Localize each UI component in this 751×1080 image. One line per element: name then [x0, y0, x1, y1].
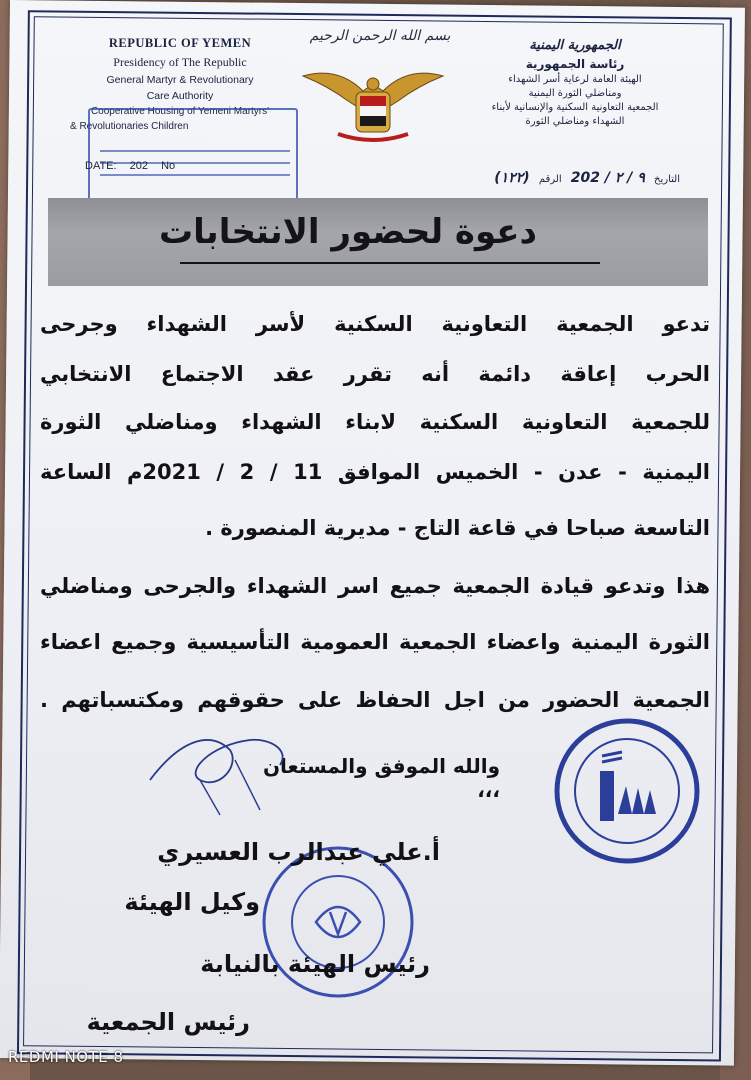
number-label: No: [161, 160, 176, 172]
signatory-role-2: رئيس الهيئة بالنيابة: [200, 950, 430, 978]
date-year: 202: [129, 160, 148, 172]
cooperative-arabic-line2: الشهداء ومناضلي الثورة: [525, 116, 625, 127]
arabic-date-value: ٩ / ٢ / 202: [570, 170, 645, 186]
header-arabic: [440, 38, 710, 127]
authority-line1: General Martyr & Revolutionary: [106, 74, 254, 86]
english-date-row: [85, 160, 185, 172]
cooperative-line2: & Revolutionaries Children: [70, 121, 189, 132]
presidency-arabic: رئاسة الجمهورية: [525, 57, 625, 71]
yemen-eagle-emblem-icon: [298, 56, 448, 146]
cooperative-line1: Cooperative Housing of Yemeni Martyrs': [90, 106, 270, 117]
authority-line2: Care Authority: [146, 90, 214, 102]
handwritten-signature: [140, 720, 300, 820]
signatory-name: أ.علي عبدالرب العسيري: [157, 838, 440, 866]
body-line-7: الثورة اليمنية واعضاء الجمعية العمومية التأسيسية وجميع اعضاء: [40, 630, 710, 654]
signatory-role-1: وكيل الهيئة: [124, 888, 260, 916]
camera-watermark: REDMI NOTE 8: [8, 1048, 124, 1066]
republic-arabic: الجمهورية اليمنية: [529, 38, 621, 53]
signatory-role-3: رئيس الجمعية: [86, 1008, 250, 1036]
country-name: REPUBLIC OF YEMEN: [108, 36, 252, 50]
body-line-1: تدعو الجمعية التعاونية السكنية لأسر الشهداء وجرحى: [40, 312, 710, 336]
arabic-number-value: (١٢٢): [494, 170, 530, 186]
body-line-4: اليمنية - عدن - الخميس الموافق 11 / 2 / 2021م الساعة: [40, 460, 711, 484]
body-line-2: الحرب إعاقة دائمة أنه تقرر عقد الاجتماع الانتخابي: [40, 362, 710, 386]
body-line-5: التاسعة صباحا في قاعة التاج - مديرية المنصورة .: [205, 516, 710, 540]
title-underline: [180, 262, 600, 264]
authority-round-stamp: [258, 842, 418, 1002]
cooperative-arabic-line1: الجمعية التعاونية السكنية والإنسانية لأبناء: [491, 102, 659, 113]
body-line-3: للجمعية التعاونية السكنية لابناء الشهداء ومناضلي الثورة: [40, 410, 710, 434]
date-label: DATE:: [85, 160, 117, 172]
authority-arabic-line1: الهيئة العامة لرعاية أسر الشهداء: [508, 74, 642, 85]
arabic-date-label: التاريخ: [654, 174, 680, 185]
presidency-name: Presidency of The Republic: [113, 55, 247, 69]
body-line-8: الجمعية الحضور من اجل الحفاظ على حقوقهم ومكتسباتهم .: [40, 688, 710, 712]
closing-phrase: والله الموفق والمستعان ،،،: [262, 754, 500, 802]
bismillah: بسم الله الرحمن الرحيم: [309, 28, 451, 44]
body-line-6: هذا وتدعو قيادة الجمعية جميع اسر الشهداء والجرحى ومناضلي: [40, 574, 710, 598]
arabic-date-number-row: [430, 170, 680, 186]
document-title: دعوة لحضور الانتخابات: [159, 212, 537, 252]
arabic-number-label: الرقم: [538, 174, 562, 185]
authority-arabic-line2: ومناضلي الثورة اليمنية: [528, 88, 622, 99]
cooperative-round-stamp: [552, 716, 702, 866]
